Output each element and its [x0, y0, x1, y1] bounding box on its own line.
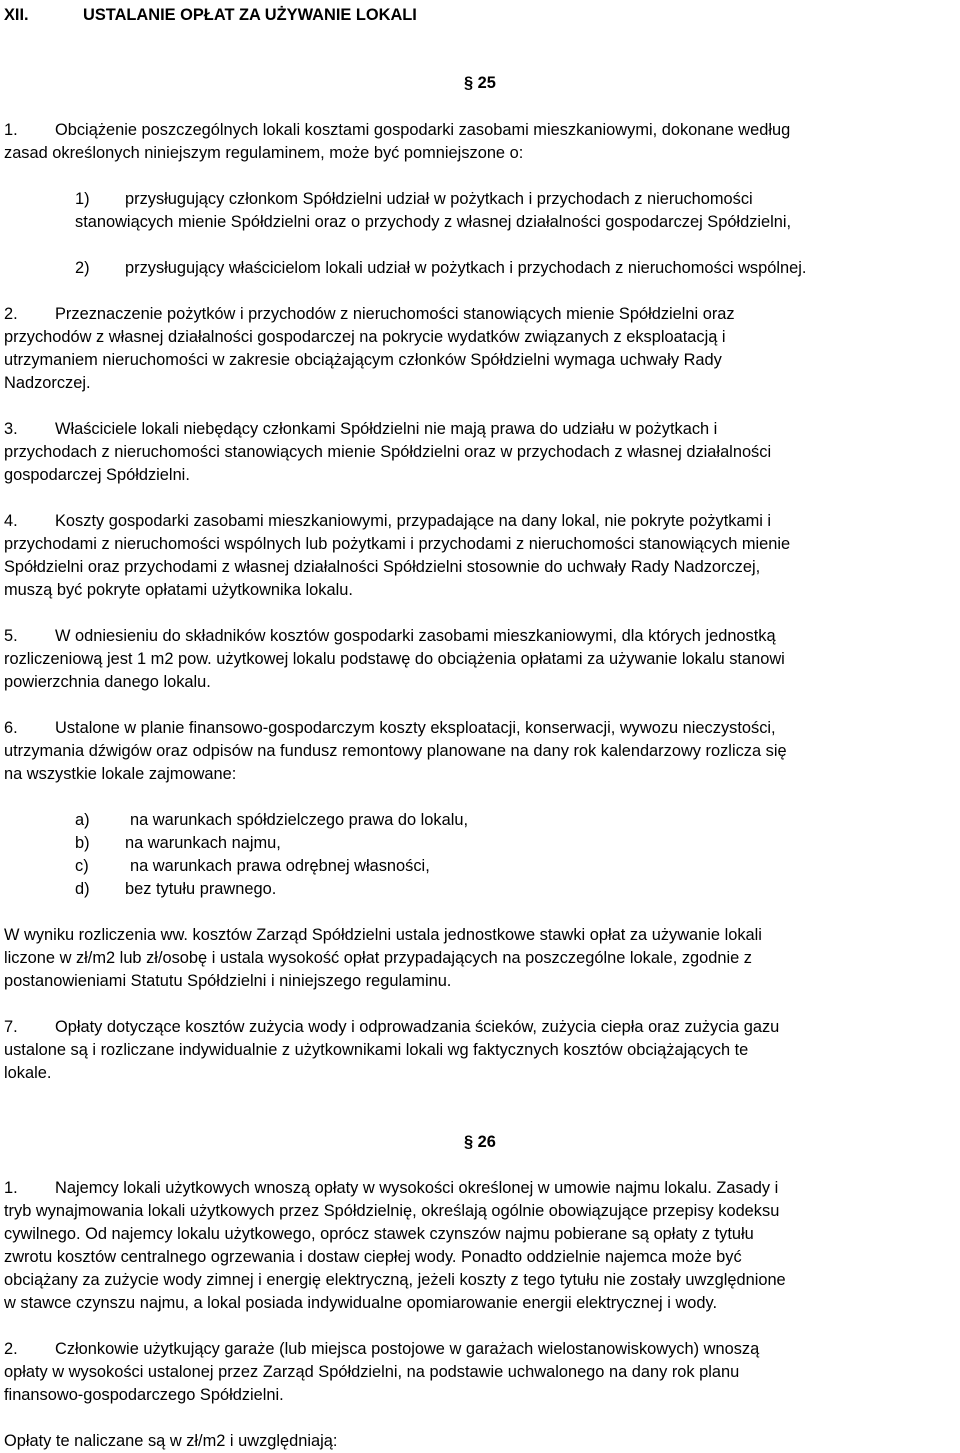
paragraph-number: 6.: [4, 719, 18, 737]
text-line: Opłaty dotyczące kosztów zużycia wody i odprowadzania ścieków, zużycia ciepła oraz zużycia gazu: [55, 1018, 780, 1036]
paragraph-25-2: [4, 303, 960, 395]
paragraph-25-1: [4, 119, 960, 165]
text-line: zasad określonych niniejszym regulaminem, może być pomniejszone o:: [4, 144, 524, 162]
paragraph-number: 2.: [4, 1340, 18, 1358]
paragraph-25-4: [4, 510, 960, 602]
text-line: stanowiących mienie Spółdzielni oraz o przychody z własnej działalności gospodarczej Spółdzielni,: [75, 213, 792, 231]
text-line: utrzymaniem nieruchomości w zakresie obciążającym członków Spółdzielni wymaga uchwały Rady: [4, 351, 722, 369]
text-line: Koszty gospodarki zasobami mieszkaniowymi, przypadające na dany lokal, nie pokryte pożytkami i: [55, 512, 772, 530]
paragraph-25-6-continuation: [4, 924, 960, 993]
text-line: Opłaty te naliczane są w zł/m2 i uwzględniają:: [4, 1432, 338, 1450]
list-item-25-1-1: [4, 188, 960, 234]
letter-item-c: [75, 855, 430, 878]
paragraph-number: 7.: [4, 1018, 18, 1036]
item-letter: d): [75, 880, 90, 898]
text-line: Obciążenie poszczególnych lokali kosztami gospodarki zasobami mieszkaniowymi, dokonane według: [55, 121, 791, 139]
letter-item-d: [75, 878, 277, 901]
text-line: Przeznaczenie pożytków i przychodów z nieruchomości stanowiących mienie Spółdzielni oraz: [55, 305, 735, 323]
paragraph-number: 4.: [4, 512, 18, 530]
text-line: muszą być pokryte opłatami użytkownika lokalu.: [4, 581, 353, 599]
text-line: cywilnego. Od najemcy lokalu użytkowego, oprócz stawek czynszów najmu pobierane są opłaty z tytułu: [4, 1225, 754, 1243]
text-line: przysługujący właścicielom lokali udział w pożytkach i przychodach z nieruchomości wspólnej.: [125, 259, 807, 277]
text-line: Właściciele lokali niebędący członkami Spółdzielni nie mają prawa do udziału w pożytkach i: [55, 420, 718, 438]
text-line: W odniesieniu do składników kosztów gospodarki zasobami mieszkaniowymi, dla których jednostką: [55, 627, 776, 645]
item-text: na warunkach prawa odrębnej własności,: [130, 857, 430, 875]
paragraph-number: 2.: [4, 305, 18, 323]
letter-item-a: [75, 809, 469, 832]
paragraph-25-5: [4, 625, 960, 694]
text-line: opłaty w wysokości ustalonej przez Zarząd Spółdzielni, na podstawie uchwalonego na dany rok planu: [4, 1363, 740, 1381]
item-letter: c): [75, 857, 89, 875]
text-line: obciążany za zużycie wody zimnej i energię elektryczną, jeżeli koszty z tego tytułu nie zostały uwzględnione: [4, 1271, 786, 1289]
section-heading-26: § 26: [464, 1133, 496, 1151]
text-line: tryb wynajmowania lokali użytkowych przez Spółdzielnię, określają ogólnie obowiązujące przepisy kodeksu: [4, 1202, 780, 1220]
item-text: na warunkach najmu,: [125, 834, 281, 852]
text-line: Najemcy lokali użytkowych wnoszą opłaty w wysokości określonej w umowie najmu lokalu. Zasady i: [55, 1179, 779, 1197]
paragraph-26-2: [4, 1338, 960, 1407]
text-line: lokale.: [4, 1064, 52, 1082]
text-line: przysługujący członkom Spółdzielni udział w pożytkach i przychodach z nieruchomości: [125, 190, 753, 208]
list-number: 2): [75, 259, 90, 277]
list-number: 1): [75, 190, 90, 208]
text-line: w stawce czynszu najmu, a lokal posiada indywidualne opomiarowanie energii elektrycznej i wody.: [4, 1294, 718, 1312]
chapter-number: XII.: [4, 6, 29, 24]
text-line: zwrotu kosztów centralnego ogrzewania i dostaw ciepłej wody. Ponadto oddzielnie najemca może być: [4, 1248, 742, 1266]
text-line: postanowieniami Statutu Spółdzielni i niniejszego regulaminu.: [4, 972, 452, 990]
text-line: finansowo-gospodarczego Spółdzielni.: [4, 1386, 284, 1404]
text-line: W wyniku rozliczenia ww. kosztów Zarząd Spółdzielni ustala jednostkowe stawki opłat za używanie lokali: [4, 926, 762, 944]
text-line: liczone w zł/m2 lub zł/osobę i ustala wysokość opłat przypadających na poszczególne lokale, zgodnie z: [4, 949, 752, 967]
list-item-25-1-2: [4, 257, 960, 280]
text-line: rozliczeniową jest 1 m2 pow. użytkowej lokalu podstawę do obciążenia opłatami za używanie lokalu stanowi: [4, 650, 785, 668]
text-line: na wszystkie lokale zajmowane:: [4, 765, 237, 783]
paragraph-26-3: [4, 1430, 960, 1453]
text-line: ustalone są i rozliczane indywidualnie z użytkownikami lokali wg faktycznych kosztów obciążających te: [4, 1041, 749, 1059]
paragraph-number: 1.: [4, 1179, 18, 1197]
text-line: przychodów z własnej działalności gospodarczej na pokrycie wydatków związanych z eksploatacją i: [4, 328, 726, 346]
text-line: gospodarczej Spółdzielni.: [4, 466, 190, 484]
paragraph-25-3: [4, 418, 960, 487]
text-line: utrzymania dźwigów oraz odpisów na fundusz remontowy planowane na dany rok kalendarzowy rozlicza się: [4, 742, 787, 760]
item-letter: a): [75, 811, 90, 829]
paragraph-26-1: [4, 1177, 960, 1315]
text-line: Nadzorczej.: [4, 374, 91, 392]
letter-item-b: [75, 832, 281, 855]
text-line: powierzchnia danego lokalu.: [4, 673, 211, 691]
item-text: bez tytułu prawnego.: [125, 880, 277, 898]
paragraph-number: 1.: [4, 121, 18, 139]
text-line: Ustalone w planie finansowo-gospodarczym koszty eksploatacji, konserwacji, wywozu nieczystości,: [55, 719, 776, 737]
item-letter: b): [75, 834, 90, 852]
text-line: Członkowie użytkujący garaże (lub miejsca postojowe w garażach wielostanowiskowych) wnoszą: [55, 1340, 760, 1358]
paragraph-25-7: [4, 1016, 960, 1085]
section-heading-25: § 25: [464, 74, 496, 92]
paragraph-number: 3.: [4, 420, 18, 438]
text-line: Spółdzielni oraz przychodami z własnej działalności Spółdzielni stosownie do uchwały Rady Nadzorczej,: [4, 558, 761, 576]
paragraph-25-6: [4, 717, 960, 786]
paragraph-number: 5.: [4, 627, 18, 645]
text-line: przychodach z nieruchomości stanowiących mienie Spółdzielni oraz w przychodach z własnej działalności: [4, 443, 772, 461]
text-line: przychodami z nieruchomości wspólnych lub pożytkami i przychodami z nieruchomości stanowiących mienie: [4, 535, 791, 553]
item-text: na warunkach spółdzielczego prawa do lokalu,: [130, 811, 469, 829]
chapter-title: USTALANIE OPŁAT ZA UŻYWANIE LOKALI: [83, 6, 417, 24]
